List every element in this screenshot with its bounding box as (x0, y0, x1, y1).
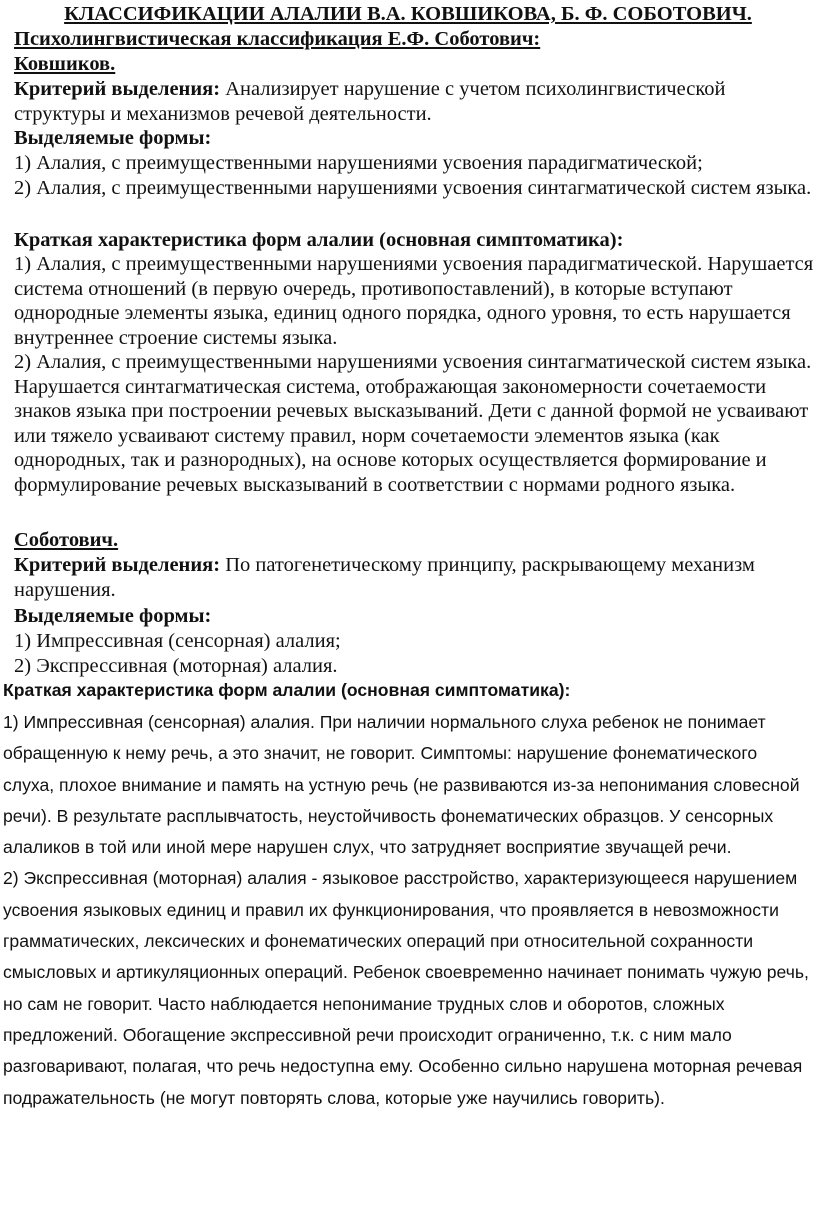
list-item: 2) Алалия, с преимущественными нарушениями усвоения синтагматической систем языка. (14, 176, 812, 199)
criterion-label: Критерий выделения: (14, 78, 221, 100)
kovshikov-heading: Ковшиков. (14, 53, 116, 75)
list-item: 1) Алалия, с преимущественными нарушениями усвоения парадигматической. Нарушается система отношений (в первую очередь, противопоставлений), в которые вступают однородные элементы языка, единиц одного порядка, одного уровня, то есть нарушается внутреннее строение системы языка. (14, 253, 814, 349)
sobotovich-brief-list (3, 707, 813, 1114)
kovshikov-criterion (14, 77, 814, 126)
sobotovich-brief-label: Краткая характеристика форм алалии (основная симптоматика): (3, 680, 571, 700)
list-item: 1) Импрессивная (сенсорная) алалия; (14, 630, 341, 652)
document-title: КЛАССИФИКАЦИИ АЛАЛИИ В.А. КОВШИКОВА, Б. Ф. СОБОТОВИЧ. (64, 3, 752, 25)
classification-subtitle: Психолингвистическая классификация Е.Ф. Соботович: (14, 28, 541, 50)
criterion-text: По патогенетическому принципу, раскрывающему механизм нарушения. (14, 554, 755, 601)
kovshikov-brief-list (14, 252, 814, 497)
criterion-label: Критерий выделения: (14, 554, 221, 576)
sobotovich-criterion (14, 553, 814, 602)
sobotovich-heading: Соботович. (14, 529, 119, 551)
list-item: 1) Импрессивная (сенсорная) алалия. При наличии нормального слуха ребенок не понимает обращенную к нему речь, а это значит, не говорит. Симптомы: нарушение фонематического слуха, плохое внимание и память на устную речь (не развиваются из-за непонимания словесной речи). В результате расплывчатость, неустойчивость фонематических образцов. У сенсорных алаликов в той или иной мере нарушен слух, что затрудняет восприятие звучащей речи. (3, 712, 800, 858)
kovshikov-brief-label: Краткая характеристика форм алалии (основная симптоматика): (14, 229, 624, 251)
sobotovich-forms-list (14, 629, 814, 678)
sobotovich-forms-label: Выделяемые формы: (14, 605, 212, 627)
list-item: 1) Алалия, с преимущественными нарушениями усвоения парадигматической; (14, 152, 703, 174)
list-item: 2) Экспрессивная (моторная) алалия. (14, 654, 338, 677)
kovshikov-forms-label: Выделяемые формы: (14, 127, 212, 149)
list-item: 2) Алалия, с преимущественными нарушениями усвоения синтагматической систем языка. Нарушается синтагматическая система, отображающая закономерности сочетаемости знаков языка при построении речевых высказываний. Дети с данной формой не усваивают или тяжело усваивают систему правил, норм сочетаемости элементов языка (как однородных, так и разнородных), на основе которых осуществляется формирование и формулирование речевых высказываний в соответствии с нормами родного языка. (14, 351, 812, 496)
kovshikov-forms-list (14, 151, 814, 200)
list-item: 2) Экспрессивная (моторная) алалия - языковое расстройство, характеризующееся нарушением усвоения языковых единиц и правил их функционирования, что проявляется в невозможности грамматических, лексических и фонематических операций при относительной сохранности смысловых и артикуляционных операций. Ребенок своевременно начинает понимать чужую речь, но сам не говорит. Часто наблюдается непонимание трудных слов и оборотов, сложных предложений. Обогащение экспрессивной речи происходит ограниченно, т.к. с ним мало разговаривают, полагая, что речь недоступна ему. Особенно сильно нарушена моторная речевая подражательность (не могут повторять слова, которые уже научились говорить). (3, 868, 809, 1108)
criterion-text: Анализирует нарушение с учетом психолингвистической структуры и механизмов речевой деятельности. (14, 78, 726, 125)
